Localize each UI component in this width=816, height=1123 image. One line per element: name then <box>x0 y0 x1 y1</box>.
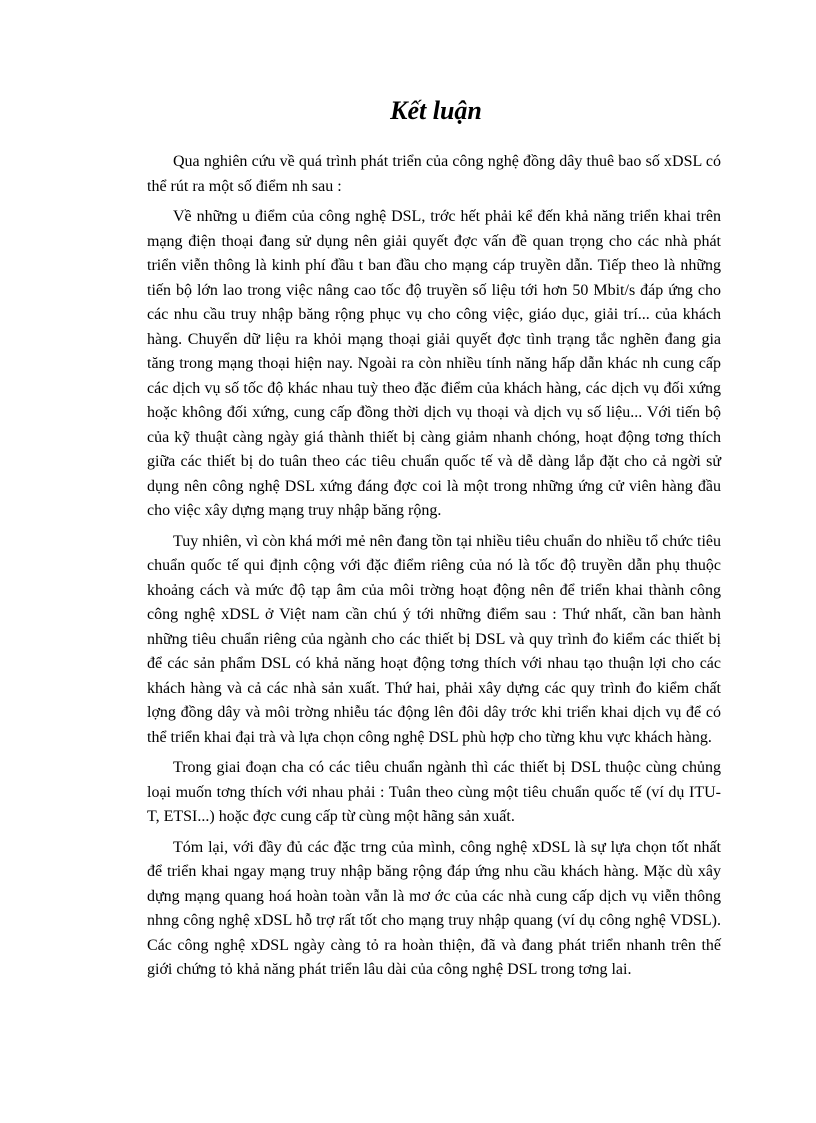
page-title: Kết luận <box>390 96 482 125</box>
paragraph-summary: Tóm lại, với đầy đủ các đặc trng của mình, công nghệ xDSL là sự lựa chọn tốt nhất để triển khai ngay mạng truy nhập băng rộng đáp ứng nhu cầu khách hàng. Mặc dù xây dựng mạng quang hoá hoàn toàn vẫn là mơ ớc của các nhà cung cấp dịch vụ viễn thông nhng công nghệ xDSL hỗ trợ rất tốt cho mạng truy nhập quang (ví dụ công nghệ VDSL). Các công nghệ xDSL ngày càng tỏ ra hoàn thiện, đã và đang phát triển nhanh trên thế giới chứng tỏ khả năng phát triển lâu dài của công nghệ DSL trong tơng lai. <box>147 838 721 978</box>
paragraph-interim-standards: Trong giai đoạn cha có các tiêu chuẩn ngành thì các thiết bị DSL thuộc cùng chủng loại muốn tơng thích với nhau phải : Tuân theo cùng một tiêu chuẩn quốc tế (ví dụ ITU-T, ETSI...) hoặc đợc cung cấp từ cùng một hãng sản xuất. <box>147 759 721 825</box>
paragraph-challenges: Tuy nhiên, vì còn khá mới mẻ nên đang tồn tại nhiều tiêu chuẩn do nhiều tổ chức tiêu chuẩn quốc tế qui định cộng với đặc điểm riêng của nó là tốc độ truyền dẫn phụ thuộc khoảng cách và mức độ tạp âm của môi trờng hoạt động nên để triển khai thành công công nghệ xDSL ở Việt nam cần chú ý tới những điểm sau : Thứ nhất, cần ban hành những tiêu chuẩn riêng của ngành cho các thiết bị DSL và quy trình đo kiểm các thiết bị để các sản phẩm DSL có khả năng hoạt động tơng thích với nhau tạo thuận lợi cho các khách hàng và cả các nhà sản xuất. Thứ hai, phải xây dựng các quy trình đo kiểm chất lợng đồng dây và môi trờng nhiễu tác động lên đôi dây trớc khi triển khai dịch vụ để có thể triển khai đại trà và lựa chọn công nghệ DSL phù hợp cho từng khu vực khách hàng. <box>147 532 721 746</box>
paragraph-advantages: Về những u điểm của công nghệ DSL, trớc hết phải kể đến khả năng triển khai trên mạng điện thoại đang sử dụng nên giải quyết đợc vấn đề quan trọng cho các nhà phát triển viễn thông là kinh phí đầu t ban đầu cho mạng cáp truyền dẫn. Tiếp theo là những tiến bộ lớn lao trong việc nâng cao tốc độ truyền số liệu tới hơn 50 Mbit/s đáp ứng cho các nhu cầu truy nhập băng rộng phục vụ cho công việc, giáo dục, giải trí... của khách hàng. Chuyển dữ liệu ra khỏi mạng thoại giải quyết đợc tình trạng tắc nghẽn đang gia tăng trong mạng thoại hiện nay. Ngoài ra còn nhiều tính năng hấp dẫn khác nh cung cấp các dịch vụ số tốc độ khác nhau tuỳ theo đặc điểm của khách hàng, các dịch vụ đối xứng hoặc không đối xứng, cung cấp đồng thời dịch vụ thoại và dịch vụ số liệu... Với tiến bộ của kỹ thuật càng ngày giá thành thiết bị càng giảm nhanh chóng, hoạt động tơng thích giữa các thiết bị do tuân theo các tiêu chuẩn quốc tế và dễ dàng lắp đặt cho cả ngời sử dụng nên công nghệ DSL xứng đáng đợc coi là một trong những ứng cử viên hàng đầu cho việc xây dựng mạng truy nhập băng rộng. <box>147 208 721 519</box>
document-body <box>147 150 721 989</box>
paragraph-intro: Qua nghiên cứu về quá trình phát triển của công nghệ đồng dây thuê bao số xDSL có thể rút ra một số điểm nh sau : <box>147 153 721 195</box>
